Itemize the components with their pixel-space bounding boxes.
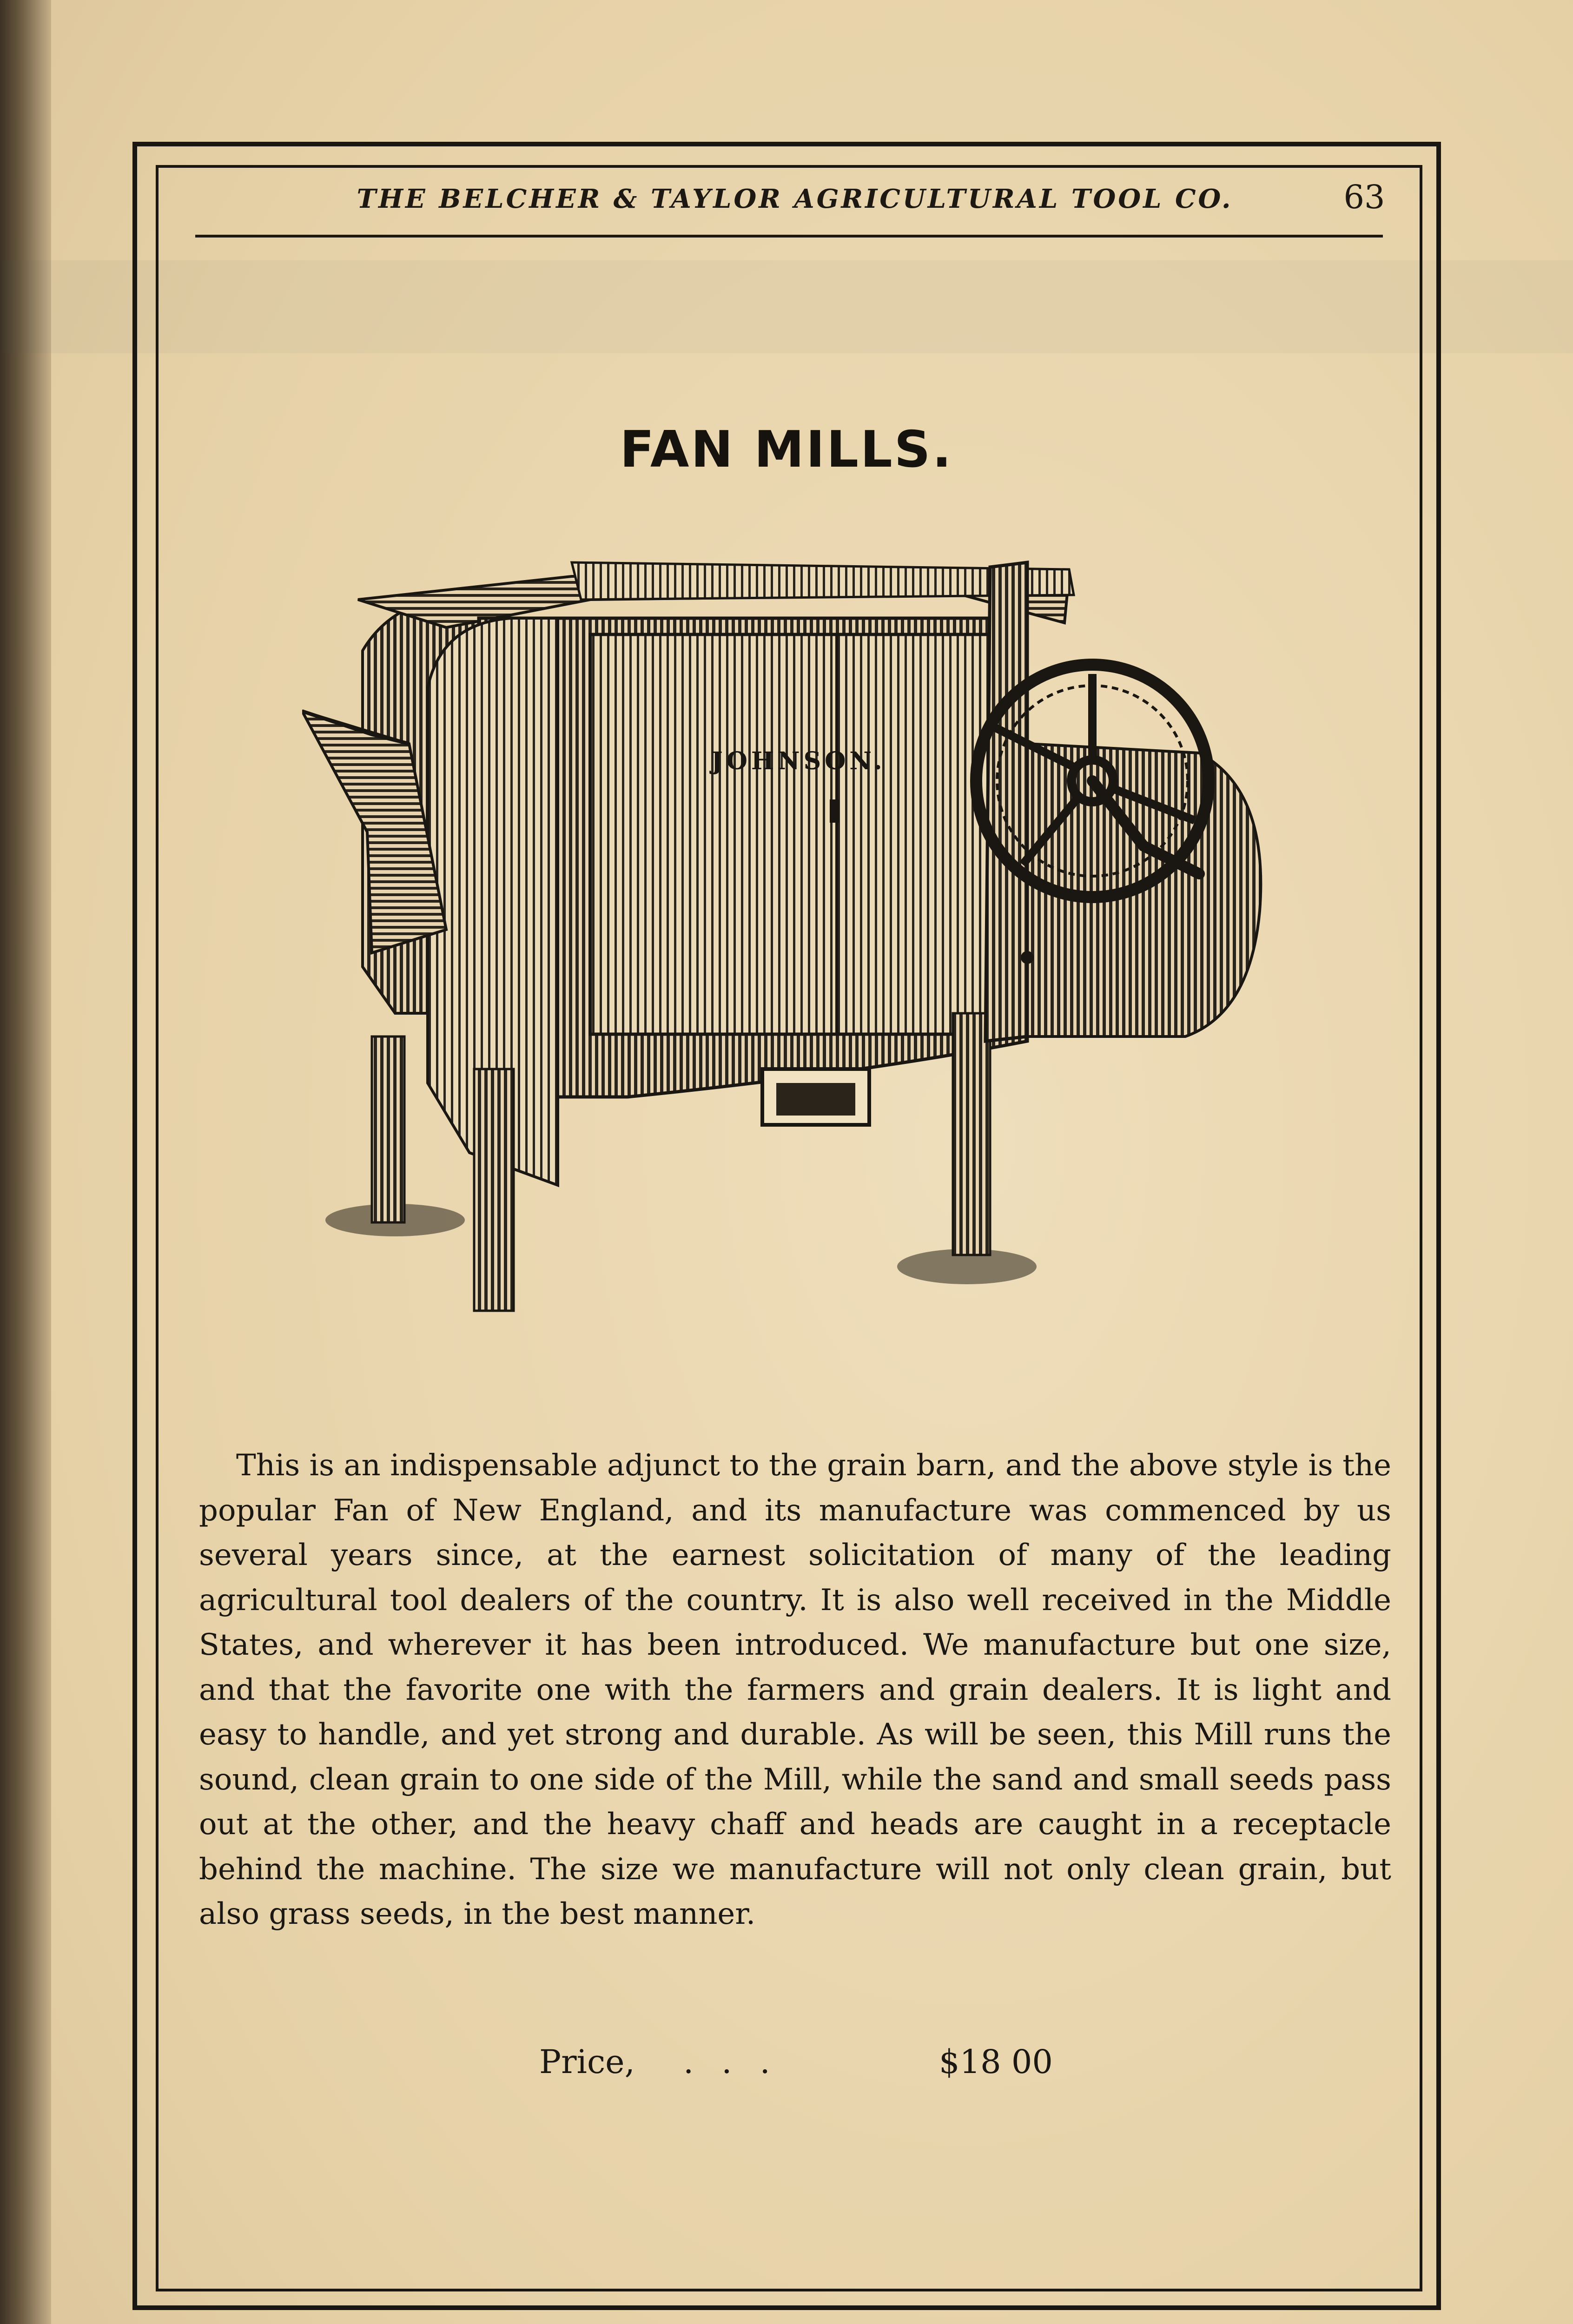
price-line [539, 2043, 1097, 2089]
description-paragraph: This is an indispensable adjunct to the grain barn, and the above style is the popular Fan of New England, and its manufacture was commenced by us several years since, at the earnest solicitation of many of the leading agricultural tool dealers of the country. It is also well received in the Middle States, and wherever it has been introduced. We manufacture but one size, and that the favorite one with the farmers and grain dealers. It is light and easy to handle, and yet strong and durable. As will be seen, this Mill runs the sound, clean grain to one side of the Mill, while the sand and small seeds pass out at the other, and the heavy chaff and heads are caught in a receptacle behind the machine. The size we manufacture will not only clean grain, but also grass seeds, in the best manner. [199, 1448, 1391, 1931]
header-rule [195, 235, 1383, 238]
price-label: Price, [539, 2043, 635, 2081]
price-leader-dots: ... [683, 2043, 798, 2081]
leg [372, 1037, 404, 1222]
page-number: 63 [1343, 178, 1385, 216]
crank-post [985, 562, 1027, 1041]
nameplate: JOHNSON. [711, 747, 886, 775]
front-door-panel [590, 634, 990, 1034]
page-title: FAN MILLS. [620, 421, 953, 479]
leg [474, 1069, 514, 1311]
price-value: $18 00 [939, 2043, 1053, 2081]
leg [953, 1013, 990, 1255]
fan-mill-illustration [302, 548, 1288, 1394]
running-header: THE BELCHER & TAYLOR AGRICULTURAL TOOL CO. [357, 184, 1233, 214]
